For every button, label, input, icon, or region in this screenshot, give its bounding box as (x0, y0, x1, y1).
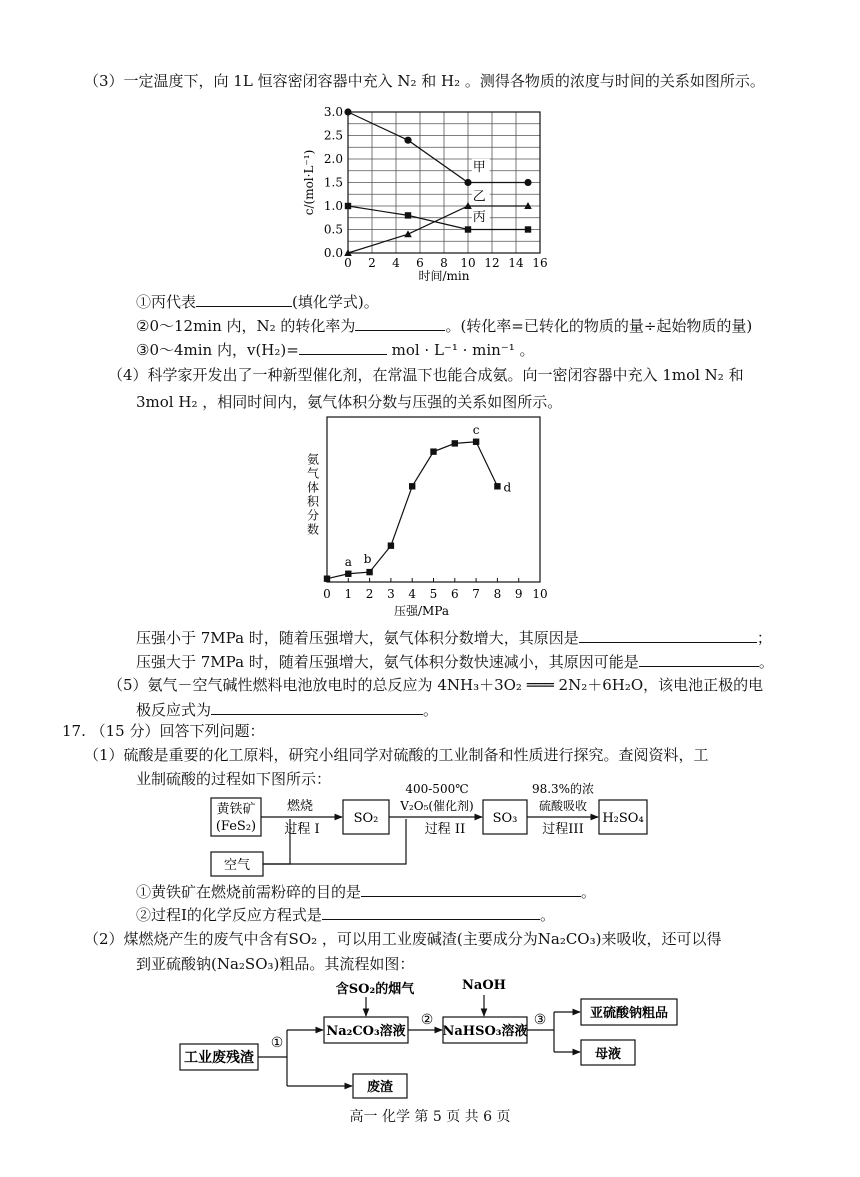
data-point (388, 543, 394, 549)
q17-1-1-line (136, 880, 596, 903)
x-tick-label: 1 (344, 587, 353, 601)
series-label: 丙 (472, 210, 486, 226)
x-axis-label: 时间/min (418, 269, 470, 283)
step-2-label: ② (420, 1012, 434, 1028)
y-tick-label: 3.0 (323, 105, 343, 119)
data-point (405, 212, 411, 218)
q4-a-end: ； (756, 629, 772, 647)
data-point (366, 569, 372, 575)
y-tick-label: 1.5 (323, 175, 343, 190)
y-axis-label: 氨气体积分数 (306, 452, 320, 537)
plot-frame (327, 417, 540, 582)
x-tick-label: 0 (344, 256, 352, 270)
pyrite-formula: (FeS₂) (215, 819, 257, 834)
waste-residue-label: 工业废残渣 (184, 1050, 254, 1066)
q17-1-2-text: ②过程I的化学反应方程式是 (136, 906, 322, 924)
q16-part5-line2 (136, 698, 438, 721)
point-label: a (344, 554, 352, 569)
h2so4-label: H₂SO₄ (602, 811, 644, 826)
mother-liquor-label: 母液 (594, 1047, 622, 1062)
q3-2-tail: 。(转化率=已转化的物质的量÷起始物质的量) (445, 317, 753, 335)
q17-part2-line1: （2）煤燃烧产生的废气中含有SO₂ ，可以用工业废碱渣(主要成分为Na₂CO₃)来吸收，还可以得 (84, 930, 722, 948)
x-tick-label: 6 (450, 587, 459, 601)
sulfuric-acid-flow-diagram (200, 780, 650, 880)
q17-1-2-line (136, 903, 555, 926)
q5-answer-blank[interactable] (211, 698, 423, 715)
step-1-label: ① (270, 1035, 284, 1051)
q4-b-end: 。 (758, 653, 774, 671)
data-point (464, 179, 471, 186)
x-tick-label: 3 (387, 587, 395, 601)
y-tick-label: 2.5 (323, 128, 343, 143)
page-footer: 高一 化学 第 5 页 共 6 页 (349, 1109, 511, 1125)
q17-1-2-answer-blank[interactable] (322, 903, 540, 920)
series-label: 乙 (472, 189, 486, 205)
data-point (345, 571, 351, 577)
q17-1-1-answer-blank[interactable] (361, 880, 581, 897)
naoh-label: NaOH (462, 978, 506, 993)
acid-label-2: 硫酸吸收 (538, 799, 588, 813)
so3-label: SO₃ (492, 811, 518, 826)
q3-3-line (136, 338, 535, 361)
burn-label: 燃烧 (286, 799, 314, 814)
q17-part1-line2: 业制硫酸的过程如下图所示： (136, 770, 332, 788)
so2-label: SO₂ (353, 811, 379, 826)
q3-1-line (136, 290, 379, 313)
x-tick-label: 12 (484, 256, 500, 270)
q17-1-1-text: ①黄铁矿在燃烧前需粉碎的目的是 (136, 883, 362, 901)
nahso3-label: NaHSO₃溶液 (442, 1024, 528, 1039)
q3-1-text: ①丙代表 (136, 293, 197, 311)
process-3-label: 过程III (542, 822, 584, 837)
q3-3-text: ③0～4min 内，v(H₂)= (136, 341, 299, 359)
data-point (404, 230, 412, 237)
x-tick-label: 2 (365, 587, 374, 601)
q5-text: 极反应式为 (136, 701, 212, 719)
point-label: d (503, 480, 512, 495)
y-axis-label: c/(mol·L⁻¹) (302, 149, 316, 216)
data-point (465, 226, 471, 232)
data-point (430, 448, 436, 454)
point-label: c (472, 422, 480, 437)
x-tick-label: 4 (392, 256, 400, 270)
data-point (345, 203, 351, 209)
temperature-label: 400-500℃ (405, 782, 469, 796)
x-axis-label: 压强/MPa (393, 604, 450, 618)
crude-product-label: 亚硫酸钠粗品 (589, 1006, 669, 1021)
q16-part4-intro-1: （4）科学家开发出了一种新型催化剂，在常温下也能合成氨。向一密闭容器中充入 1mol N₂ 和 (108, 366, 744, 384)
x-tick-label: 6 (416, 256, 424, 270)
pyrite-label: 黄铁矿 (216, 802, 256, 817)
q17-part1-line1: （1）硫酸是重要的化工原料，研究小组同学对硫酸的工业制备和性质进行探究。查阅资料，工 (84, 746, 709, 764)
series-label: 甲 (472, 159, 486, 175)
x-tick-label: 8 (493, 587, 502, 601)
x-tick-label: 10 (460, 256, 476, 270)
x-tick-label: 5 (429, 587, 438, 601)
sodium-sulfite-flow-diagram (170, 975, 690, 1100)
process-1-label: 过程 I (284, 822, 320, 837)
q17-1-2-end: 。 (539, 906, 555, 924)
x-tick-label: 9 (514, 587, 523, 601)
x-tick-label: 0 (323, 587, 331, 601)
data-point (452, 440, 458, 446)
q4-b-text: 压强大于 7MPa 时，随着压强增大，氨气体积分数快速减小，其原因可能是 (136, 653, 639, 671)
x-tick-label: 4 (408, 587, 417, 601)
process-2-label: 过程 II (424, 822, 466, 837)
data-point (524, 179, 531, 186)
point-label: b (363, 552, 372, 567)
catalyst-label: V₂O₅(催化剂) (400, 799, 474, 813)
y-tick-label: 0.5 (323, 222, 343, 237)
residue-label: 废渣 (366, 1080, 394, 1095)
ammonia-pressure-chart (290, 410, 550, 625)
q16-part4-intro-2: 3mol H₂ ，相同时间内，氨气体积分数与压强的关系如图所示。 (136, 393, 563, 411)
x-tick-label: 7 (472, 587, 480, 601)
concentration-time-chart (290, 95, 580, 290)
q16-part3-intro: （3）一定温度下，向 1L 恒容密闭容器中充入 N₂ 和 H₂ 。测得各物质的浓度与时间的关系如图所示。 (84, 72, 765, 90)
y-tick-label: 1.0 (323, 199, 343, 213)
q5-end: 。 (423, 701, 439, 719)
na2co3-label: Na₂CO₃溶液 (326, 1024, 406, 1039)
q3-2-line (136, 314, 752, 337)
y-tick-label: 2.0 (323, 152, 343, 166)
air-label: 空气 (223, 858, 251, 873)
data-point (344, 108, 351, 115)
q4-b-answer-blank[interactable] (639, 650, 759, 667)
q4-a-answer-blank[interactable] (579, 626, 757, 643)
q3-3-answer-blank[interactable] (299, 338, 387, 355)
x-tick-label: 10 (532, 587, 548, 601)
q3-2-text: ②0～12min 内，N₂ 的转化率为 (136, 317, 356, 335)
step-3-label: ③ (533, 1012, 547, 1028)
series-line (327, 442, 497, 579)
flue-gas-label: 含SO₂的烟气 (335, 982, 415, 997)
x-tick-label: 16 (532, 256, 548, 270)
q3-3-tail: mol · L⁻¹ · min⁻¹ 。 (391, 341, 535, 359)
data-point (324, 576, 330, 582)
data-point (409, 483, 415, 489)
q16-part5-line1: （5）氨气－空气碱性燃料电池放电时的总反应为 4NH₃＋3O₂ ═══ 2N₂＋6H₂O，该电池正极的电 (108, 676, 764, 694)
x-tick-label: 8 (440, 256, 448, 270)
y-tick-label: 0.0 (323, 246, 343, 260)
data-point (494, 483, 500, 489)
q17-1-1-end: 。 (581, 883, 597, 901)
q17-part2-line2: 到亚硫酸钠(Na₂SO₃)粗品。其流程如图： (136, 955, 415, 973)
q4-a-line (136, 626, 772, 649)
data-point (525, 226, 531, 232)
data-point (473, 439, 479, 445)
q4-b-line (136, 650, 774, 673)
q3-1-answer-blank[interactable] (196, 290, 292, 307)
q4-a-text: 压强小于 7MPa 时，随着压强增大，氨气体积分数增大，其原因是 (136, 629, 579, 647)
data-point (404, 137, 411, 144)
q17-heading: 17. （15 分）回答下列问题： (62, 722, 265, 740)
q3-2-answer-blank[interactable] (355, 314, 445, 331)
q3-1-tail: (填化学式)。 (292, 293, 379, 311)
x-tick-label: 14 (508, 256, 524, 270)
acid-label-1: 98.3%的浓 (531, 782, 595, 796)
x-tick-label: 2 (368, 256, 376, 270)
